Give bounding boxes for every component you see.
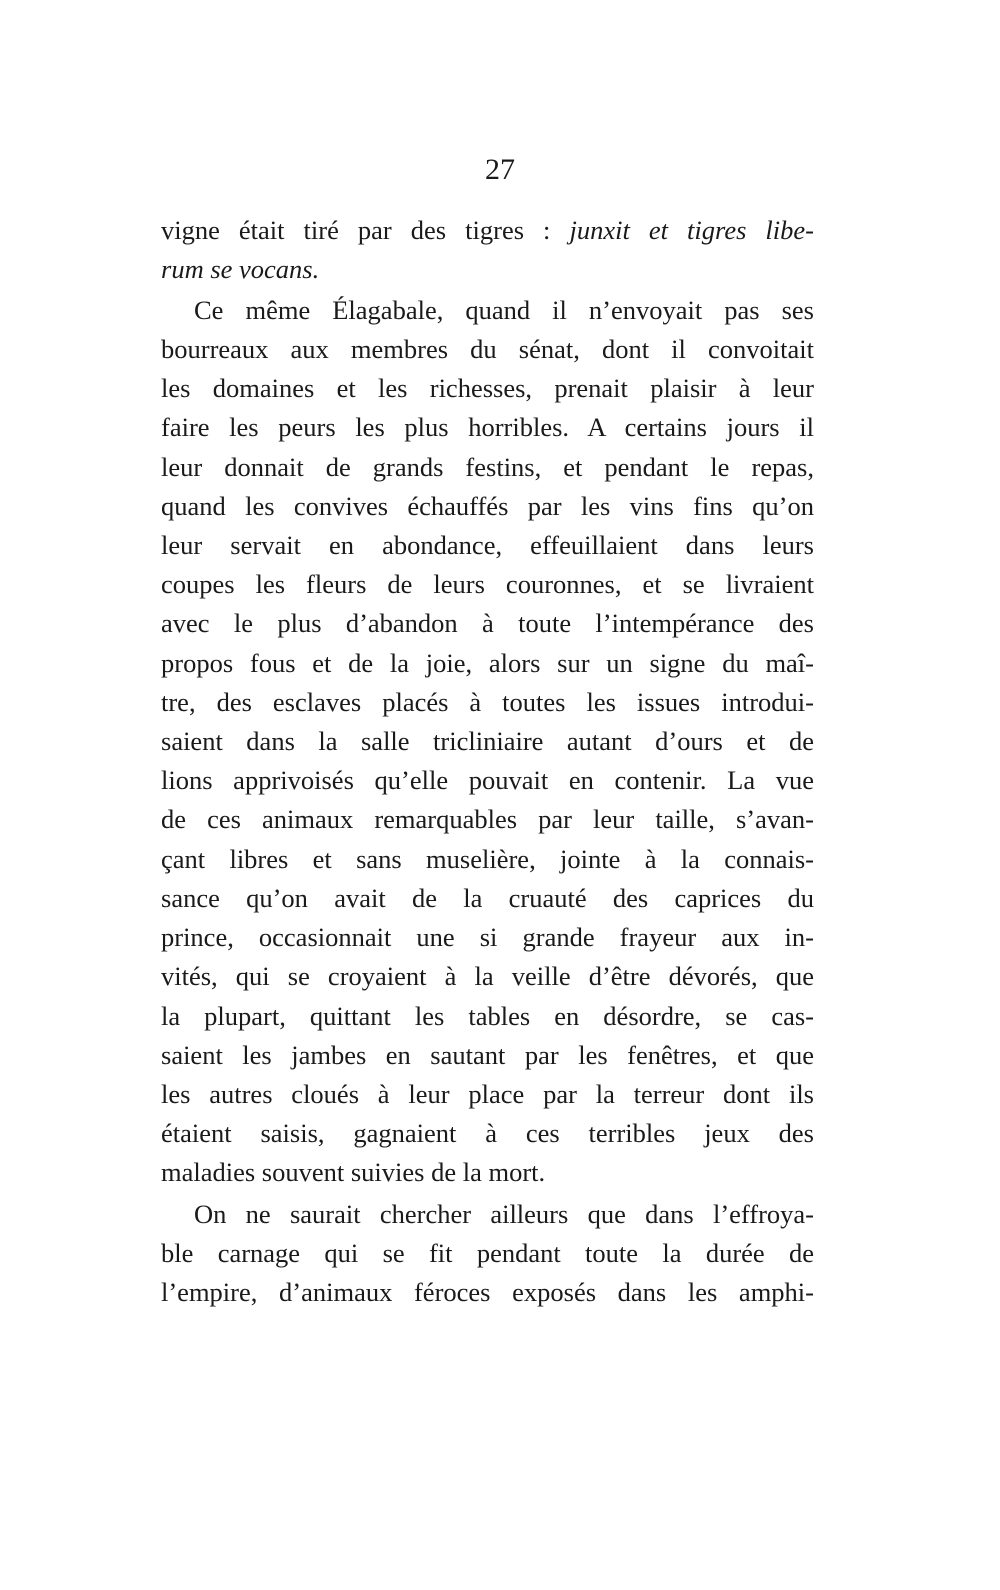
text-line — [161, 250, 814, 289]
text-line: leur servait en abondance, effeuillaient dans leurs — [161, 530, 814, 560]
text-line: les domaines et les richesses, prenait plaisir à leur — [161, 373, 814, 403]
text-line: quand les convives échauffés par les vins fins qu’on — [161, 491, 814, 521]
text-line: saient dans la salle tricliniaire autant d’ours et de — [161, 726, 814, 756]
text-line: prince, occasionnait une si grande frayeur aux in- — [161, 922, 814, 952]
text-line: les autres cloués à leur place par la terreur dont ils — [161, 1079, 814, 1109]
text-line: avec le plus d’abandon à toute l’intempérance des — [161, 608, 814, 638]
text-line: étaient saisis, gagnaient à ces terribles jeux des — [161, 1118, 814, 1148]
text-line: propos fous et de la joie, alors sur un signe du maî- — [161, 648, 814, 678]
text-line — [161, 211, 814, 250]
text-line: On ne saurait chercher ailleurs que dans l’effroya- — [194, 1199, 814, 1229]
latin-quote: junxit et tigres libe- — [569, 215, 814, 245]
latin-quote: rum se vocans. — [161, 254, 320, 284]
text-line: maladies souvent suivies de la mort. — [161, 1157, 546, 1187]
page-number: 27 — [485, 153, 515, 186]
text-line: vités, qui se croyaient à la veille d’être dévorés, que — [161, 961, 814, 991]
text-line: l’empire, d’animaux féroces exposés dans les amphi- — [161, 1277, 814, 1307]
text-line: çant libres et sans muselière, jointe à la connais- — [161, 844, 814, 874]
text-run: vigne était tiré par des tigres : — [161, 215, 570, 245]
text-line: faire les peurs les plus horribles. A certains jours il — [161, 412, 814, 442]
text-line: coupes les fleurs de leurs couronnes, et se livraient — [161, 569, 814, 599]
text-line: Ce même Élagabale, quand il n’envoyait pas ses — [194, 295, 814, 325]
text-line: tre, des esclaves placés à toutes les issues introdui- — [161, 687, 814, 717]
text-line: bourreaux aux membres du sénat, dont il convoitait — [161, 334, 814, 364]
text-line: sance qu’on avait de la cruauté des caprices du — [161, 883, 814, 913]
text-line: lions apprivoisés qu’elle pouvait en contenir. La vue — [161, 765, 814, 795]
text-line: ble carnage qui se fit pendant toute la durée de — [161, 1238, 814, 1268]
text-line: leur donnait de grands festins, et pendant le repas, — [161, 452, 814, 482]
text-line: saient les jambes en sautant par les fenêtres, et que — [161, 1040, 814, 1070]
text-line: de ces animaux remarquables par leur taille, s’avan- — [161, 804, 814, 834]
text-line: la plupart, quittant les tables en désordre, se cas- — [161, 1001, 814, 1031]
